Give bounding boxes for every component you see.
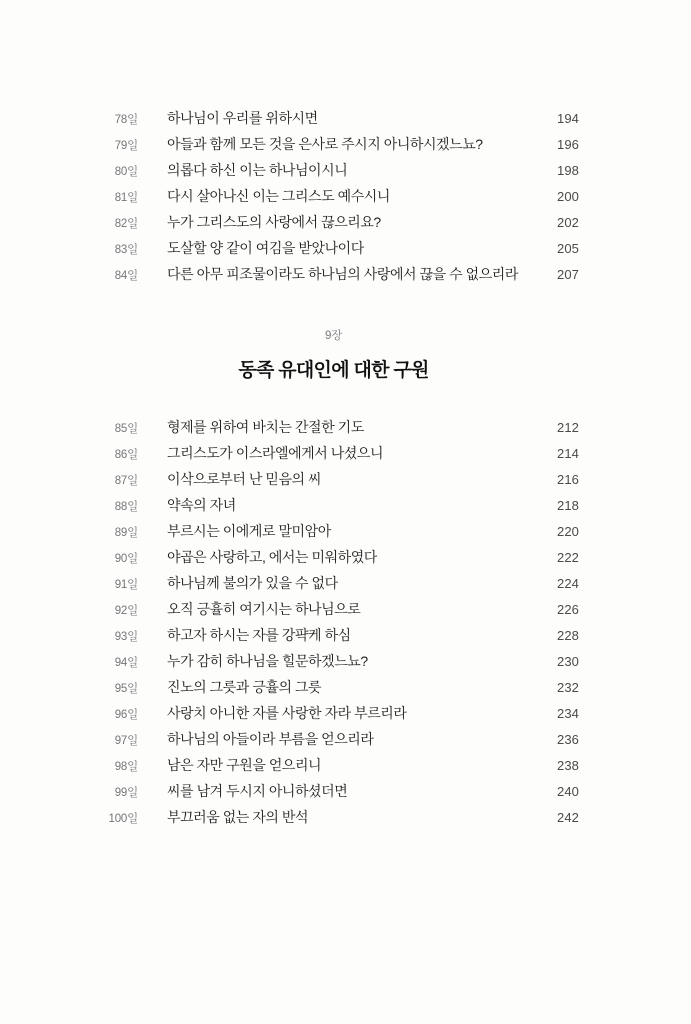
entry-title: 이삭으로부터 난 믿음의 씨	[167, 470, 322, 487]
entry-title: 하나님이 우리를 위하시면	[167, 110, 318, 126]
entry-title: 하고자 하시는 자를 강퍅케 하심	[167, 626, 351, 643]
heading-top-spacer	[0, 290, 691, 331]
entry-page-number: 198	[557, 163, 579, 178]
entry-day: 89일	[114, 526, 138, 539]
entry-page-number: 236	[557, 731, 579, 747]
table-row[interactable]	[88, 469, 579, 495]
entry-title: 하나님의 아들이라 부름을 얻으리라	[167, 730, 374, 747]
entry-page-number: 226	[557, 601, 579, 617]
entry-page-number: 230	[557, 653, 579, 669]
table-row[interactable]	[88, 238, 579, 264]
chapter-heading	[88, 331, 579, 380]
entry-day: 99일	[114, 786, 138, 799]
chapter-number: 9장	[324, 330, 343, 342]
entry-day: 78일	[114, 114, 138, 126]
entry-page-number: 194	[557, 111, 579, 126]
entry-day: 81일	[114, 192, 138, 204]
entry-title: 다른 아무 피조물이라도 하나님의 사랑에서 끊을 수 없으리라	[167, 266, 518, 282]
entry-page-number: 214	[557, 445, 579, 461]
entry-day: 84일	[114, 270, 138, 282]
entry-title: 형제를 위하여 바치는 간절한 기도	[167, 418, 364, 435]
heading-bottom-spacer	[0, 380, 691, 417]
toc-section-chapter-8-tail	[88, 108, 579, 290]
entry-title: 남은 자만 구원을 얻으리니	[167, 756, 322, 773]
table-row[interactable]	[88, 417, 579, 443]
table-row[interactable]	[88, 108, 579, 134]
table-row[interactable]	[88, 573, 579, 599]
entry-page-number: 228	[557, 627, 579, 643]
table-row[interactable]	[88, 443, 579, 469]
table-row[interactable]	[88, 807, 579, 833]
entry-title: 부르시는 이에게로 말미암아	[167, 522, 331, 539]
table-row[interactable]	[88, 729, 579, 755]
entry-day: 94일	[114, 656, 138, 669]
entry-day: 93일	[114, 630, 138, 643]
entry-day: 90일	[114, 552, 138, 565]
table-row[interactable]	[88, 160, 579, 186]
entry-title: 하나님께 불의가 있을 수 없다	[167, 574, 338, 591]
entry-title: 그리스도가 이스라엘에게서 나셨으니	[167, 444, 384, 461]
top-margin	[0, 0, 691, 108]
table-row[interactable]	[88, 212, 579, 238]
entry-page-number: 202	[557, 215, 579, 230]
table-row[interactable]	[88, 134, 579, 160]
table-row[interactable]	[88, 677, 579, 703]
entry-day: 88일	[114, 500, 138, 513]
entry-day: 79일	[114, 140, 138, 152]
entry-page-number: 207	[557, 267, 579, 282]
entry-day: 87일	[114, 474, 138, 487]
table-row[interactable]	[88, 703, 579, 729]
entry-title: 오직 긍휼히 여기시는 하나님으로	[167, 600, 361, 617]
entry-day: 83일	[114, 244, 138, 256]
page-title: 동족 유대인에 대한 구원	[238, 359, 429, 381]
entry-page-number: 200	[557, 189, 579, 204]
entry-title: 다시 살아나신 이는 그리스도 예수시니	[167, 188, 390, 204]
entry-title: 의롭다 하신 이는 하나님이시니	[167, 162, 348, 178]
entry-title: 야곱은 사랑하고, 에서는 미워하였다	[167, 548, 377, 565]
table-row[interactable]	[88, 547, 579, 573]
entry-page-number: 220	[557, 523, 579, 539]
entry-day: 92일	[114, 604, 138, 617]
entry-page-number: 196	[557, 137, 579, 152]
table-row[interactable]	[88, 625, 579, 651]
entry-day: 80일	[114, 166, 138, 178]
entry-page-number: 205	[557, 241, 579, 256]
entry-page-number: 240	[557, 783, 579, 799]
entry-day: 91일	[114, 578, 138, 591]
entry-title: 사랑치 아니한 자를 사랑한 자라 부르리라	[167, 704, 407, 721]
entry-day: 86일	[114, 448, 138, 461]
entry-title: 누가 그리스도의 사랑에서 끊으리요?	[167, 214, 381, 230]
entry-title: 도살할 양 같이 여김을 받았나이다	[167, 240, 364, 256]
entry-page-number: 232	[557, 679, 579, 695]
entry-day: 82일	[114, 218, 138, 230]
toc-section-chapter-9	[88, 417, 579, 833]
table-row[interactable]	[88, 521, 579, 547]
table-row[interactable]	[88, 781, 579, 807]
table-row[interactable]	[88, 599, 579, 625]
entry-page-number: 242	[557, 809, 579, 825]
entry-day: 100일	[108, 812, 138, 825]
entry-page-number: 238	[557, 757, 579, 773]
entry-title: 아들과 함께 모든 것을 은사로 주시지 아니하시겠느뇨?	[167, 136, 483, 152]
entry-page-number: 218	[557, 497, 579, 513]
entry-page-number: 216	[557, 471, 579, 487]
entry-title: 약속의 자녀	[167, 496, 236, 513]
entry-page-number: 224	[557, 575, 579, 591]
table-row[interactable]	[88, 264, 579, 290]
entry-day: 96일	[114, 708, 138, 721]
entry-page-number: 234	[557, 705, 579, 721]
table-row[interactable]	[88, 755, 579, 781]
entry-day: 95일	[114, 682, 138, 695]
entry-title: 부끄러움 없는 자의 반석	[167, 808, 309, 825]
table-row[interactable]	[88, 495, 579, 521]
entry-day: 98일	[114, 760, 138, 773]
entry-title: 진노의 그릇과 긍휼의 그릇	[167, 678, 322, 695]
table-row[interactable]	[88, 651, 579, 677]
entry-title: 씨를 남겨 두시지 아니하셨더면	[167, 782, 348, 799]
entry-title: 누가 감히 하나님을 힐문하겠느뇨?	[167, 652, 368, 669]
entry-day: 85일	[114, 422, 138, 435]
heading-inner-spacer	[88, 343, 579, 361]
entry-day: 97일	[114, 734, 138, 747]
entry-page-number: 212	[557, 419, 579, 435]
table-row[interactable]	[88, 186, 579, 212]
entry-page-number: 222	[557, 549, 579, 565]
